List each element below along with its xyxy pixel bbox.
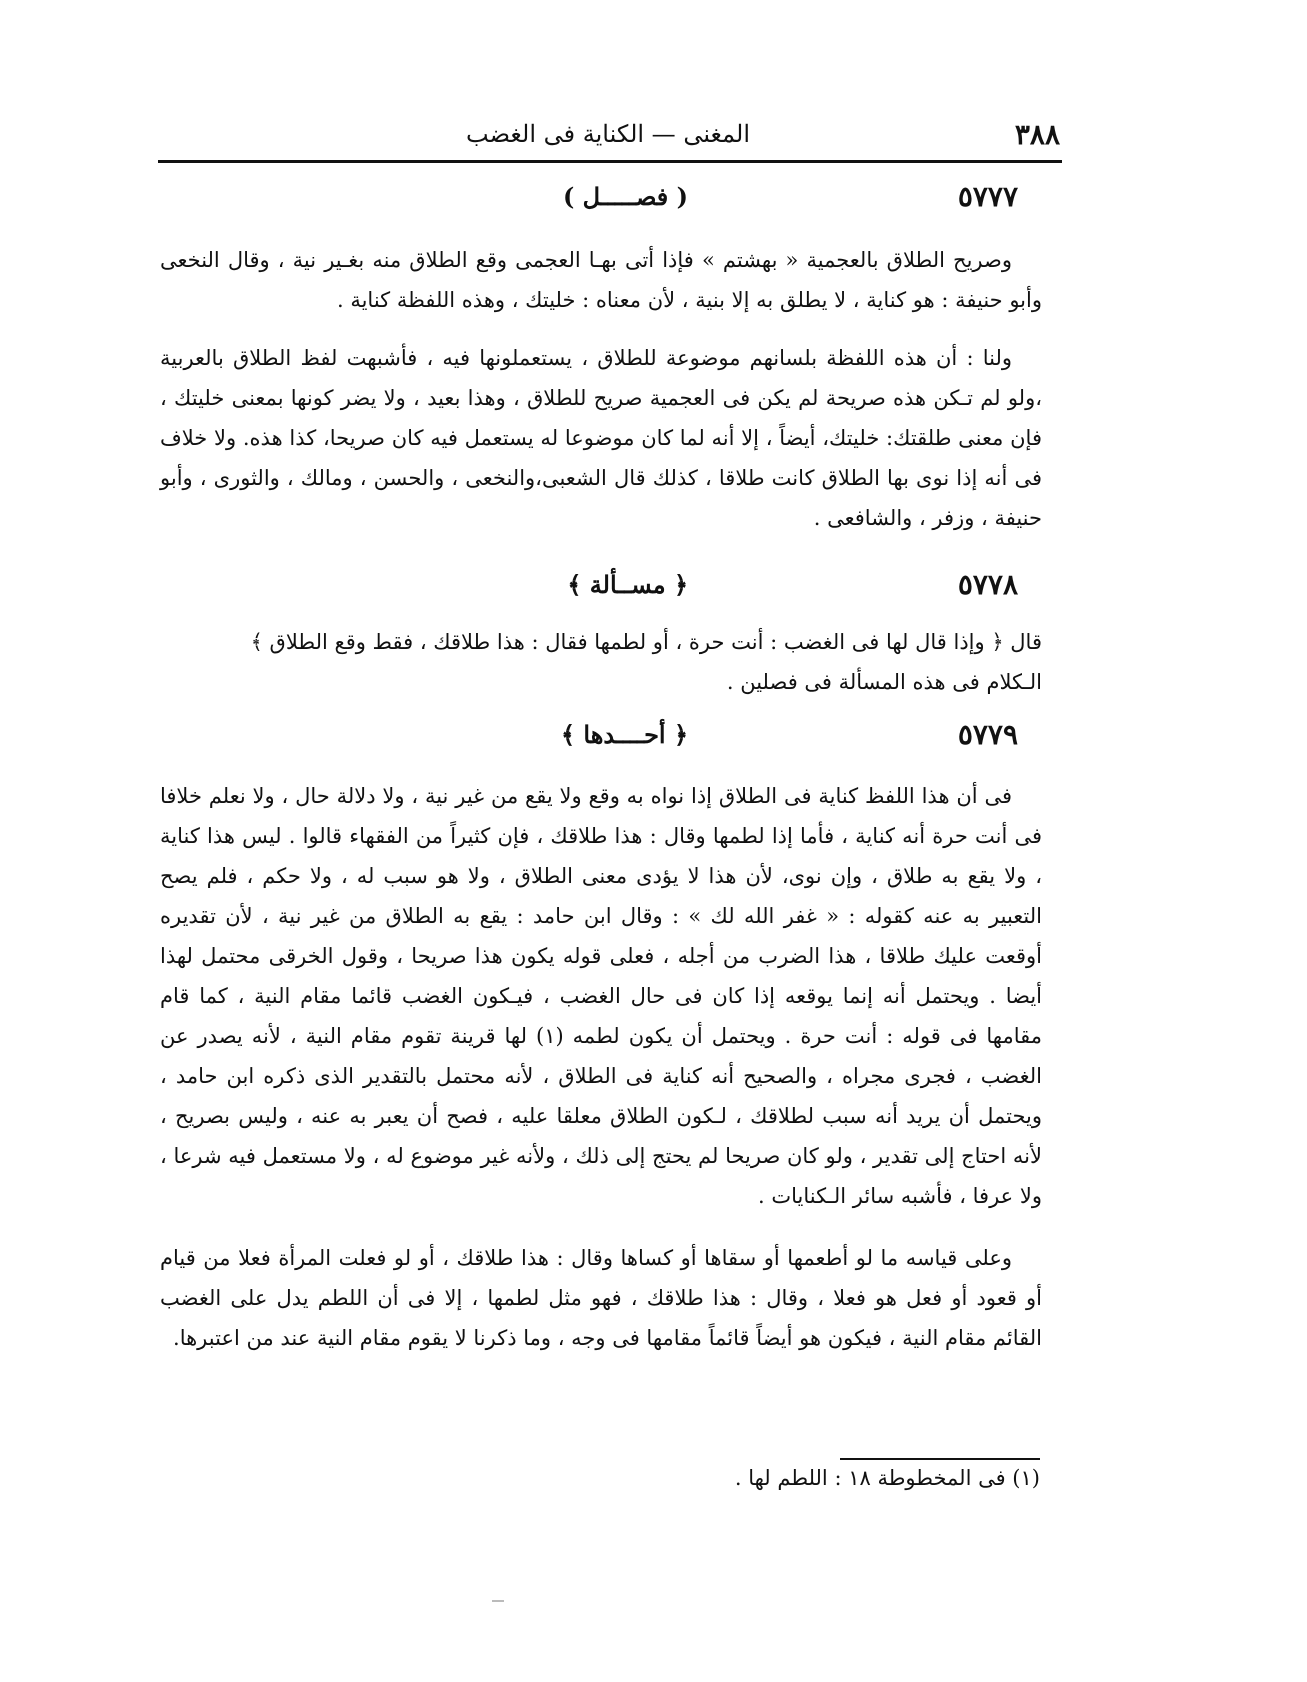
page-header — [158, 118, 1060, 162]
section-heading-5779 — [158, 718, 1018, 762]
section-number: ٥٧٧٩ — [957, 718, 1018, 751]
section-heading-5777 — [158, 180, 1018, 224]
paragraph-1 — [160, 240, 1042, 320]
paragraph-text: قال ﴿ وإذا قال لها فى الغضب : أنت حرة ، أو لطمها فقال : هذا طلاقك ، فقط وقع الطلاق ﴾ — [250, 630, 1042, 654]
section-title: ﴿ مســألة ﴾ — [567, 570, 688, 599]
header-rule — [158, 160, 1062, 163]
footnote: (١) فى المخطوطة ١٨ : اللطم لها . — [734, 1466, 1040, 1490]
paragraph-4 — [160, 776, 1042, 1216]
section-title: ( فصـــــل ) — [562, 182, 688, 211]
paragraph-5 — [160, 1238, 1042, 1358]
paragraph-text: ولنا : أن هذه اللفظة بلسانهم موضوعة للطلاق ، يستعملونها فيه ، فأشبهت لفظ الطلاق بالعربية ،ولو لم تـكن هذه صريحة لم يكن فى العجمية صريح للطلاق ، وهذا بعيد ، ولا يضر كونها بمعنى خليتك ، فإن معنى طلقتك: خليتك، أيضاً ، إلا أنه لما كان موضوعا له يستعمل فيه كان صريحا، كذا هذه. ولا خلاف فى أنه إذا نوى بها الطلاق كانت طلاقا ، كذلك قال الشعبى،والنخعى ، والحسن ، ومالك ، والثورى ، وأبو حنيفة ، وزفر ، والشافعى . — [160, 346, 1042, 530]
paragraph-2 — [160, 338, 1042, 538]
paragraph-text: الـكلام فى هذه المسألة فى فصلين . — [726, 670, 1042, 694]
section-heading-5778 — [158, 568, 1018, 612]
paragraph-text: وعلى قياسه ما لو أطعمها أو سقاها أو كساها وقال : هذا طلاقك ، أو لو فعلت المرأة فعلا من قيام أو قعود أو فعل هو فعلا ، وقال : هذا طلاقك ، فهو مثل لطمها ، إلا فى أن اللطم يدل على الغضب القائم مقام النية ، فيكون هو أيضاً قائماً مقامها فى وجه ، وما ذكرنا لا يقوم مقام النية عند من اعتبرها. — [160, 1246, 1042, 1350]
paragraph-text: فى أن هذا اللفظ كناية فى الطلاق إذا نواه به وقع ولا يقع من غير نية ، ولا دلالة حال ، ولا نعلم خلافا فى أنت حرة أنه كناية ، فأما إذا لطمها وقال : هذا طلاقك ، فإن كثيراً من الفقهاء قالوا . ليس هذا كناية ، ولا يقع به طلاق ، وإن نوى، لأن هذا لا يؤدى معنى الطلاق ، ولا هو سبب له ، ولا حكم ، فلم يصح التعبير به عنه كقوله : « غفر الله لك » : وقال ابن حامد : يقع به الطلاق من غير نية ، لأن تقديره أوقعت عليك طلاقا ، هذا الضرب من أجله ، فعلى قوله يكون هذا صريحا ، وقول الخرقى محتمل لهذا أيضا . ويحتمل أنه إنما يوقعه إذا كان فى حال الغضب ، فيـكون الغضب قائما مقام النية ، كما قام مقامها فى قوله : أنت حرة . ويحتمل أن يكون لطمه (١) لها قرينة تقوم مقام النية ، لأنه يصدر عن الغضب ، فجرى مجراه ، والصحيح أنه كناية فى الطلاق ، لأنه محتمل بالتقدير الذى ذكره ابن حامد ، ويحتمل أن يريد أنه سبب لطلاقك ، لـكون الطلاق معلقا عليه ، فصح أن يعبر به عنه ، وليس بصريح ، لأنه احتاج إلى تقدير ، ولو كان صريحا لم يحتج إلى ذلك ، ولأنه غير موضوع له ، ولا مستعمل فيه شرعا ، ولا عرفا ، فأشبه سائر الـكنايات . — [160, 784, 1042, 1208]
running-title: المغنى — الكناية فى الغضب — [466, 120, 750, 148]
section-number: ٥٧٧٨ — [957, 568, 1018, 601]
section-number: ٥٧٧٧ — [957, 180, 1018, 213]
paragraph-text: وصريح الطلاق بالعجمية « بهشتم » فإذا أتى بهـا العجمى وقع الطلاق منه بغـير نية ، وقال النخعى وأبو حنيفة : هو كناية ، لا يطلق به إلا بنية ، لأن معناه : خليتك ، وهذه اللفظة كناية . — [160, 248, 1042, 312]
scan-mark — [492, 1600, 504, 1602]
paragraph-3 — [160, 622, 1042, 702]
footnote-rule — [840, 1458, 1040, 1460]
section-title: ﴿ أحــــدها ﴾ — [560, 720, 688, 749]
page-number: ٣٨٨ — [1014, 118, 1060, 151]
